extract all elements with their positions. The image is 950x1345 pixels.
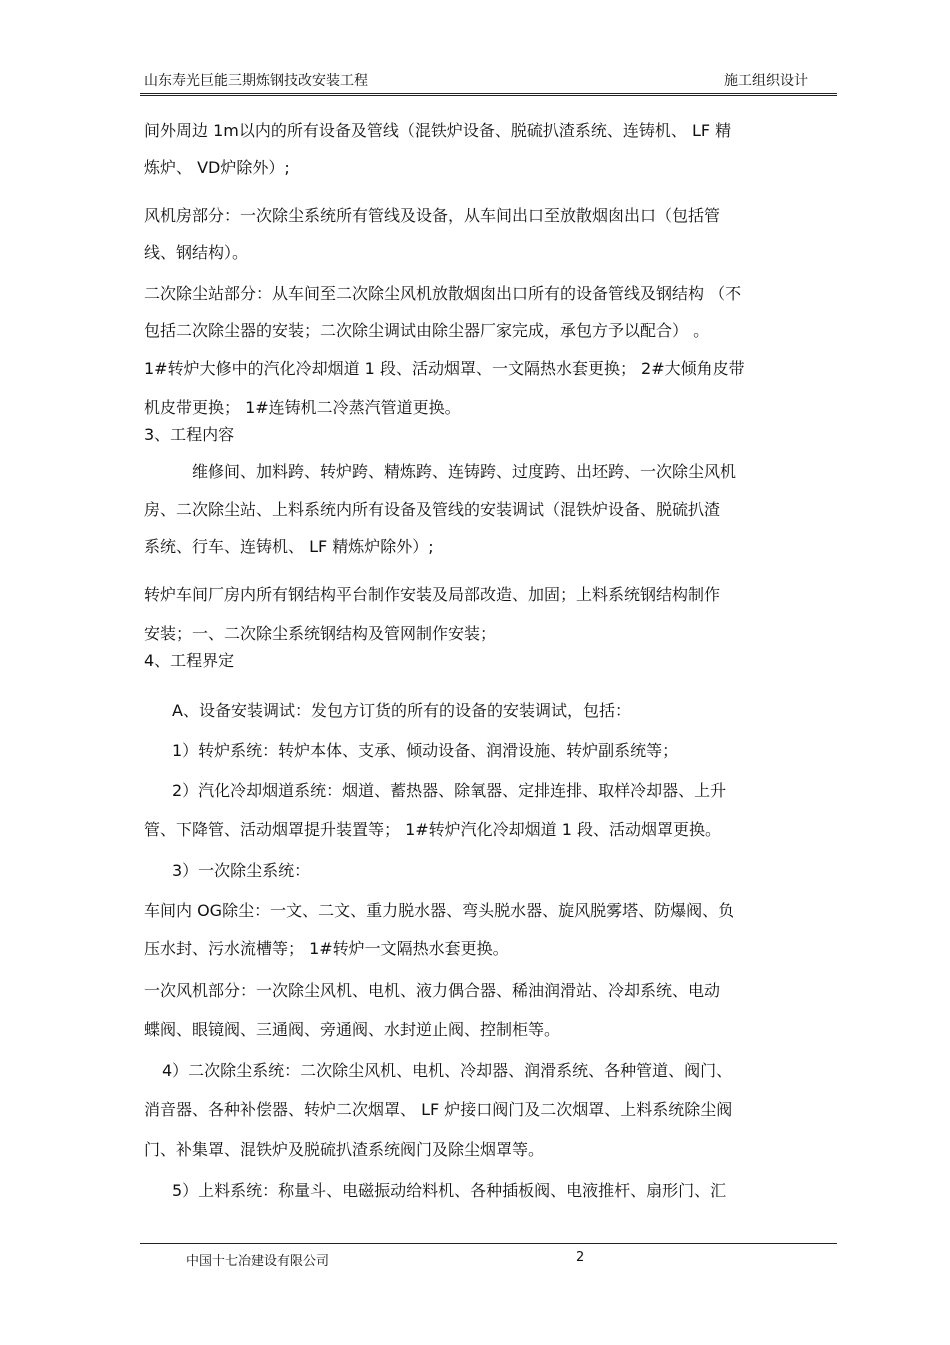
body-line: 消音器、各种补偿器、转炉二次烟罩、 LF 炉接口阀门及二次烟罩、上料系统除尘阀 [144, 1100, 733, 1119]
header-document-type: 施工组织设计 [724, 73, 808, 89]
body-line: 转炉车间厂房内所有钢结构平台制作安装及局部改造、加固；上料系统钢结构制作 [144, 585, 721, 604]
body-line: 门、补集罩、混铁炉及脱硫扒渣系统阀门及除尘烟罩等。 [144, 1140, 545, 1159]
header-project-title: 山东寿光巨能三期炼钢技改安装工程 [144, 73, 368, 89]
body-line: 车间内 OG除尘：一文、二文、重力脱水器、弯头脱水器、旋风脱雾塔、防爆阀、负 [144, 901, 735, 920]
body-line: 2）汽化冷却烟道系统：烟道、蓄热器、除氧器、定排连排、取样冷却器、上升 [172, 781, 727, 800]
body-line: 炼炉、 VD炉除外）; [144, 158, 290, 177]
body-line: 压水封、污水流槽等； 1#转炉一文隔热水套更换。 [144, 939, 509, 958]
body-line: 房、二次除尘站、上料系统内所有设备及管线的安装调试（混铁炉设备、脱硫扒渣 [144, 500, 721, 519]
body-line: 管、下降管、活动烟罩提升装置等； 1#转炉汽化冷却烟道 1 段、活动烟罩更换。 [144, 820, 722, 839]
body-line: 风机房部分：一次除尘系统所有管线及设备，从车间出口至放散烟囱出口（包括管 [144, 206, 721, 225]
body-line: 蝶阀、眼镜阀、三通阀、旁通阀、水封逆止阀、控制柜等。 [144, 1020, 561, 1039]
body-line: 4）二次除尘系统：二次除尘风机、电机、冷却器、润滑系统、各种管道、阀门、 [162, 1061, 733, 1080]
body-line: 3）一次除尘系统： [172, 861, 311, 880]
body-line: 维修间、加料跨、转炉跨、精炼跨、连铸跨、过度跨、出坯跨、一次除尘风机 [192, 462, 737, 481]
body-line: 线、钢结构）。 [144, 243, 249, 262]
header-divider [140, 93, 837, 96]
page-number: 2 [576, 1250, 585, 1265]
body-line: 5）上料系统：称量斗、电磁振动给料机、各种插板阀、电液推杆、扇形门、汇 [172, 1181, 727, 1200]
body-line: 包括二次除尘器的安装；二次除尘调试由除尘器厂家完成，承包方予以配合） 。 [144, 321, 710, 340]
body-line: 系统、行车、连铸机、 LF 精炼炉除外）; [144, 537, 434, 556]
body-line: 机皮带更换； 1#连铸机二冷蒸汽管道更换。 [144, 398, 461, 417]
body-line: 二次除尘站部分：从车间至二次除尘风机放散烟囱出口所有的设备管线及钢结构 （不 [144, 284, 742, 303]
section-heading: 3、工程内容 [144, 425, 235, 444]
body-line: 安装；一、二次除尘系统钢结构及管网制作安装； [144, 624, 497, 643]
section-heading: 4、工程界定 [144, 651, 235, 670]
footer-divider [140, 1243, 837, 1244]
body-line: 1）转炉系统：转炉本体、支承、倾动设备、润滑设施、转炉副系统等； [172, 741, 679, 760]
footer-company: 中国十七冶建设有限公司 [186, 1254, 330, 1269]
body-line: A、设备安装调试：发包方订货的所有的设备的安装调试，包括： [172, 701, 631, 720]
body-line: 一次风机部分：一次除尘风机、电机、液力偶合器、稀油润滑站、冷却系统、电动 [144, 981, 721, 1000]
body-line: 间外周边 1m以内的所有设备及管线（混铁炉设备、脱硫扒渣系统、连铸机、 LF 精 [144, 121, 732, 140]
body-line: 1#转炉大修中的汽化冷却烟道 1 段、活动烟罩、一文隔热水套更换； 2#大倾角皮带 [144, 359, 745, 378]
